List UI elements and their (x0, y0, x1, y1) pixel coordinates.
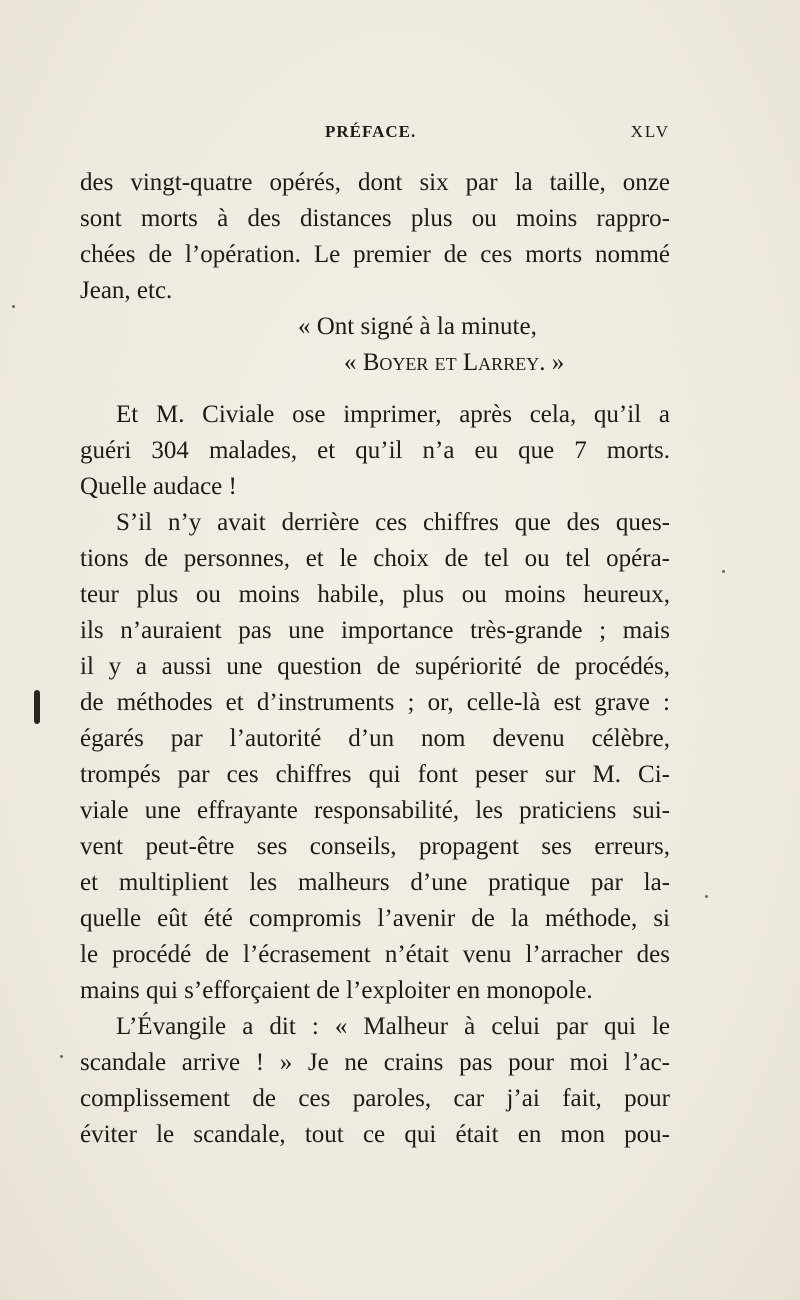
text-line: vent peut-être ses conseils, propagent ses erreurs, (80, 833, 670, 860)
body-text (80, 165, 670, 1153)
text-line: et multiplient les malheurs d’une pratique par la- (80, 869, 670, 896)
signature-line: « Boyer et Larrey. » (344, 349, 565, 376)
text-line: il y a aussi une question de supériorité de procédés, (80, 653, 670, 680)
running-title: PRÉFACE. (325, 122, 417, 141)
text-line: le procédé de l’écrasement n’était venu l’arracher des (80, 941, 670, 968)
text-line: complissement de ces paroles, car j’ai fait, pour (80, 1085, 670, 1112)
paper-speck (722, 570, 725, 573)
text-line: viale une effrayante responsabilité, les praticiens sui- (80, 797, 670, 824)
text-line: mains qui s’efforçaient de l’exploiter en monopole. (80, 977, 593, 1004)
text-line: guéri 304 malades, et qu’il n’a eu que 7 morts. (80, 437, 670, 464)
text-line: sont morts à des distances plus ou moins rappro- (80, 205, 670, 232)
text-line: teur plus ou moins habile, plus ou moins heureux, (80, 581, 670, 608)
text-line: éviter le scandale, tout ce qui était en mon pou- (80, 1121, 670, 1148)
page-header (80, 122, 680, 152)
text-line: trompés par ces chiffres qui font peser sur M. Ci- (80, 761, 670, 788)
text-line: chées de l’opération. Le premier de ces morts nommé (80, 241, 670, 268)
text-line: égarés par l’autorité d’un nom devenu célèbre, (80, 725, 670, 752)
text-line: Quelle audace ! (80, 473, 237, 500)
text-line: quelle eût été compromis l’avenir de la méthode, si (80, 905, 670, 932)
paper-speck (705, 895, 708, 898)
text-line: tions de personnes, et le choix de tel ou tel opéra- (80, 545, 670, 572)
text-line: Et M. Civiale ose imprimer, après cela, qu’il a (116, 401, 670, 428)
text-line: des vingt-quatre opérés, dont six par la taille, onze (80, 169, 670, 196)
text-line: S’il n’y avait derrière ces chiffres que des ques- (116, 509, 670, 536)
text-line: « Ont signé à la minute, (298, 313, 537, 340)
text-line: ils n’auraient pas une importance très-grande ; mais (80, 617, 670, 644)
paper-speck (12, 305, 15, 308)
text-line: scandale arrive ! » Je ne crains pas pour moi l’ac- (80, 1049, 670, 1076)
paper-speck (60, 1055, 63, 1058)
page-number: XLV (630, 122, 670, 141)
text-line: de méthodes et d’instruments ; or, celle-là est grave : (80, 689, 670, 716)
text-line: L’Évangile a dit : « Malheur à celui par qui le (116, 1013, 670, 1040)
text-line: Jean, etc. (80, 277, 173, 304)
margin-ink-mark (34, 690, 40, 724)
